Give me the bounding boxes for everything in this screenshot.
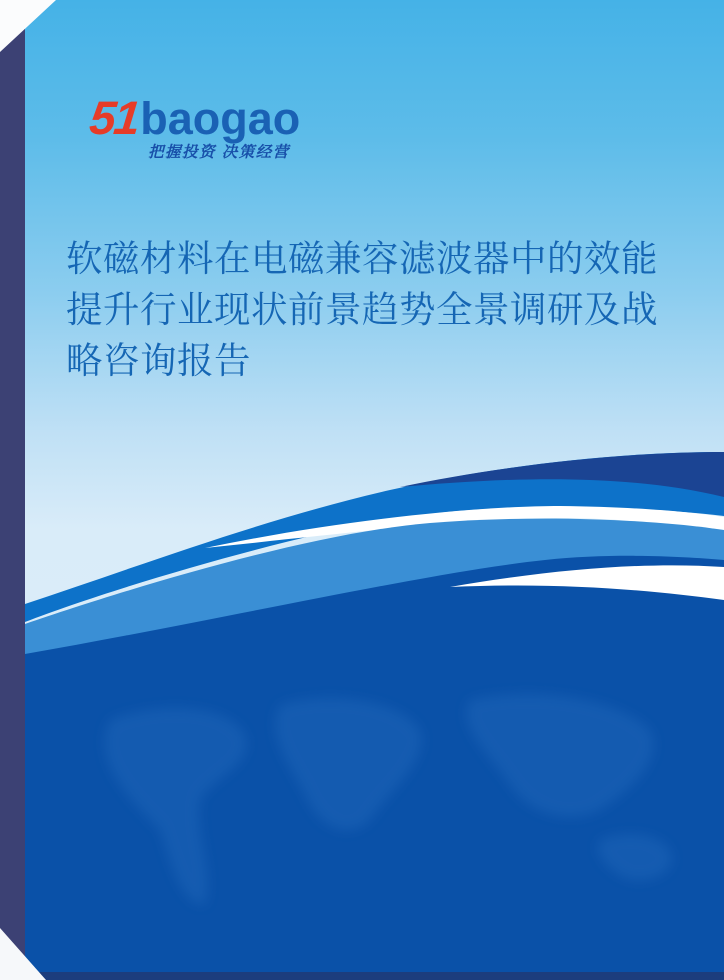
bottom-strip	[0, 972, 724, 980]
left-spine-bar	[0, 0, 25, 980]
report-title: 软磁材料在电磁兼容滤波器中的效能提升行业现状前景趋势全景调研及战略咨询报告	[66, 238, 658, 381]
logo-tagline: 把握投资 决策经营	[148, 144, 290, 161]
top-left-corner-fold	[0, 0, 56, 52]
logo	[87, 91, 301, 161]
logo-name: baogao	[140, 93, 301, 144]
logo-mark-51: 51	[87, 91, 142, 144]
